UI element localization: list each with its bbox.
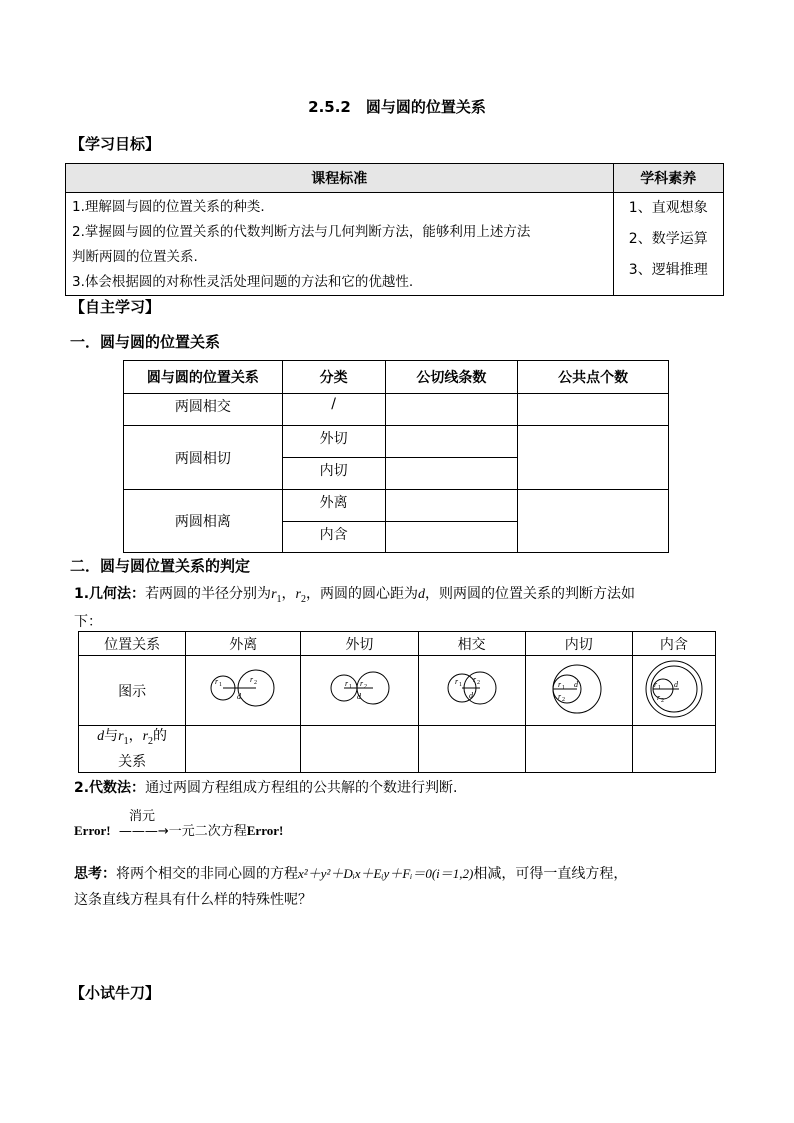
part1-heading: 一．圆与圆的位置关系: [70, 333, 221, 351]
relation-header-type: 圆与圆的位置关系: [124, 361, 283, 394]
relation-text: 关系: [118, 753, 147, 770]
relation-header-class: 分类: [282, 361, 385, 394]
judge-col-contain: 内含: [632, 632, 715, 656]
label-sub: 1: [349, 683, 353, 690]
comma: ，: [128, 728, 143, 744]
judge-col-int-tangent: 内切: [525, 632, 632, 656]
think-label: 思考：: [74, 866, 116, 882]
label-sub: 2: [254, 679, 258, 686]
label-r: r: [653, 679, 658, 689]
blank-cell[interactable]: [632, 726, 715, 773]
label-r: r: [360, 678, 364, 688]
relation-header-points: 公共点个数: [518, 361, 669, 394]
label-d: d: [673, 679, 678, 689]
geometry-paragraph: [74, 583, 734, 633]
r2-symbol: r: [142, 729, 149, 744]
label-d: d: [237, 691, 242, 701]
blank-cell[interactable]: [186, 726, 301, 773]
label-r: r: [557, 679, 561, 689]
goal-line-1: 1.理解圆与圆的位置关系的种类.: [72, 199, 265, 215]
label-r: r: [454, 676, 458, 686]
diagram-int-tangent: [541, 662, 617, 716]
section-goals: 【学习目标】: [70, 135, 161, 153]
goals-standards-cell: [66, 193, 614, 296]
label-sub: 1: [219, 681, 223, 688]
geometry-label: 1.几何法：: [74, 586, 146, 602]
goals-table: [65, 163, 724, 296]
label-sub: 2: [364, 683, 368, 690]
label-sub: 1: [458, 681, 462, 688]
blank-cell[interactable]: [525, 726, 632, 773]
row-separate-int: 内含: [282, 522, 385, 553]
geometry-text: ，则两圆的位置关系的判断方法如: [424, 586, 635, 602]
section-practice: 【小试牛刀】: [70, 984, 161, 1002]
judge-table: [78, 631, 716, 773]
geometry-text: ，两圆的圆心距为: [305, 586, 418, 602]
d-symbol: d: [417, 587, 425, 602]
diagram-contain: [641, 658, 707, 720]
relation-text: 的: [153, 728, 168, 744]
diagram-cell-separate: [186, 656, 301, 726]
relation-table: [123, 360, 669, 553]
diagram-ext-tangent: [321, 664, 397, 714]
label-sub: 2: [660, 697, 664, 704]
blank-cell[interactable]: [385, 522, 518, 553]
think-text: 将两个相交的非同心圆的方程: [116, 866, 298, 882]
page-title: 2.5.2 圆与圆的位置关系: [308, 98, 486, 116]
judge-col-ext-tangent: 外切: [301, 632, 418, 656]
formula: x²＋y²＋Dᵢx＋Eᵢy＋Fᵢ＝0(i＝1,2): [298, 866, 474, 881]
algebra-flow: [74, 820, 283, 839]
judge-col-intersect: 相交: [418, 632, 525, 656]
goal-line-3: 判断两圆的位置关系.: [72, 249, 198, 265]
label-r: r: [472, 674, 476, 684]
r2-symbol: r: [295, 587, 301, 602]
blank-cell[interactable]: [518, 426, 669, 490]
goals-header-literacy: 学科素养: [613, 164, 724, 193]
diagram-cell-int-tangent: [525, 656, 632, 726]
literacy-1: 1、直观想象: [628, 200, 708, 216]
r2-subscript: 2: [300, 593, 306, 605]
label-r: r: [656, 692, 661, 702]
eliminate-label: 消元: [129, 809, 156, 824]
judge-row-diagram: 图示: [79, 656, 186, 726]
blank-cell[interactable]: [418, 726, 525, 773]
row-separate-ext: 外离: [282, 490, 385, 522]
error-text: Error!: [74, 823, 111, 838]
blank-cell[interactable]: [301, 726, 418, 773]
algebra-label: 2.代数法：: [74, 780, 146, 796]
label-r: r: [557, 691, 561, 701]
r1-subscript: 1: [276, 593, 282, 605]
r1-subscript: 1: [123, 735, 129, 747]
r2-subscript: 2: [148, 735, 154, 747]
diagram-separate: [205, 664, 281, 714]
blank-cell[interactable]: [518, 394, 669, 426]
literacy-3: 3、逻辑推理: [628, 262, 708, 278]
quad-text: 一元二次方程: [168, 824, 247, 839]
diagram-cell-contain: [632, 656, 715, 726]
error-text: Error!: [246, 823, 284, 838]
label-r: r: [250, 674, 254, 684]
row-tangent-int: 内切: [282, 458, 385, 490]
geometry-text-cont: 下：: [74, 613, 102, 630]
row-intersect: 两圆相交: [124, 394, 283, 426]
label-d: d: [357, 691, 362, 701]
label-d: d: [573, 679, 578, 689]
blank-cell[interactable]: [518, 490, 669, 553]
diagram-cell-intersect: [418, 656, 525, 726]
label-d: d: [468, 690, 473, 700]
row-separate: 两圆相离: [124, 490, 283, 553]
r1-symbol: r: [271, 587, 277, 602]
arrow: ———→: [118, 824, 169, 839]
d-symbol: d: [97, 729, 105, 744]
diagram-intersect: [434, 664, 510, 714]
algebra-paragraph: [74, 777, 458, 799]
geometry-text: 若两圆的半径分别为: [145, 586, 272, 602]
label-r: r: [345, 678, 349, 688]
row-intersect-class: /: [282, 394, 385, 426]
section-self-study: 【自主学习】: [70, 298, 161, 316]
relation-header-tangents: 公切线条数: [385, 361, 518, 394]
think-line2: 这条直线方程具有什么样的特殊性呢？: [74, 892, 312, 908]
blank-cell[interactable]: [385, 394, 518, 426]
row-tangent: 两圆相切: [124, 426, 283, 490]
label-r: r: [215, 676, 219, 686]
think-paragraph: [74, 861, 734, 913]
comma: ，: [281, 586, 296, 602]
part2-heading: 二．圆与圆位置关系的判定: [70, 557, 251, 575]
judge-col-separate: 外离: [186, 632, 301, 656]
goal-line-4: 3.体会根据圆的对称性灵活处理问题的方法和它的优越性.: [72, 274, 414, 290]
think-text: 相减，可得一直线方程，: [473, 866, 628, 882]
literacy-2: 2、数学运算: [628, 231, 708, 247]
label-sub: 2: [561, 696, 565, 703]
label-sub: 1: [561, 684, 565, 691]
goals-literacy-cell: [613, 193, 724, 296]
judge-header-first: 位置关系: [79, 632, 186, 656]
blank-cell[interactable]: [385, 458, 518, 490]
label-sub: 2: [476, 679, 480, 686]
goal-line-2: 2.掌握圆与圆的位置关系的代数判断方法与几何判断方法，能够利用上述方法: [72, 224, 531, 240]
label-sub: 1: [657, 684, 661, 691]
judge-row-relation: [79, 726, 186, 773]
r1-symbol: r: [118, 729, 124, 744]
blank-cell[interactable]: [385, 490, 518, 522]
relation-text: 与: [104, 728, 119, 744]
goals-header-standard: 课程标准: [66, 164, 614, 193]
row-tangent-ext: 外切: [282, 426, 385, 458]
algebra-text: 通过两圆方程组成方程组的公共解的个数进行判断.: [145, 780, 458, 796]
blank-cell[interactable]: [385, 426, 518, 458]
diagram-cell-ext-tangent: [301, 656, 418, 726]
